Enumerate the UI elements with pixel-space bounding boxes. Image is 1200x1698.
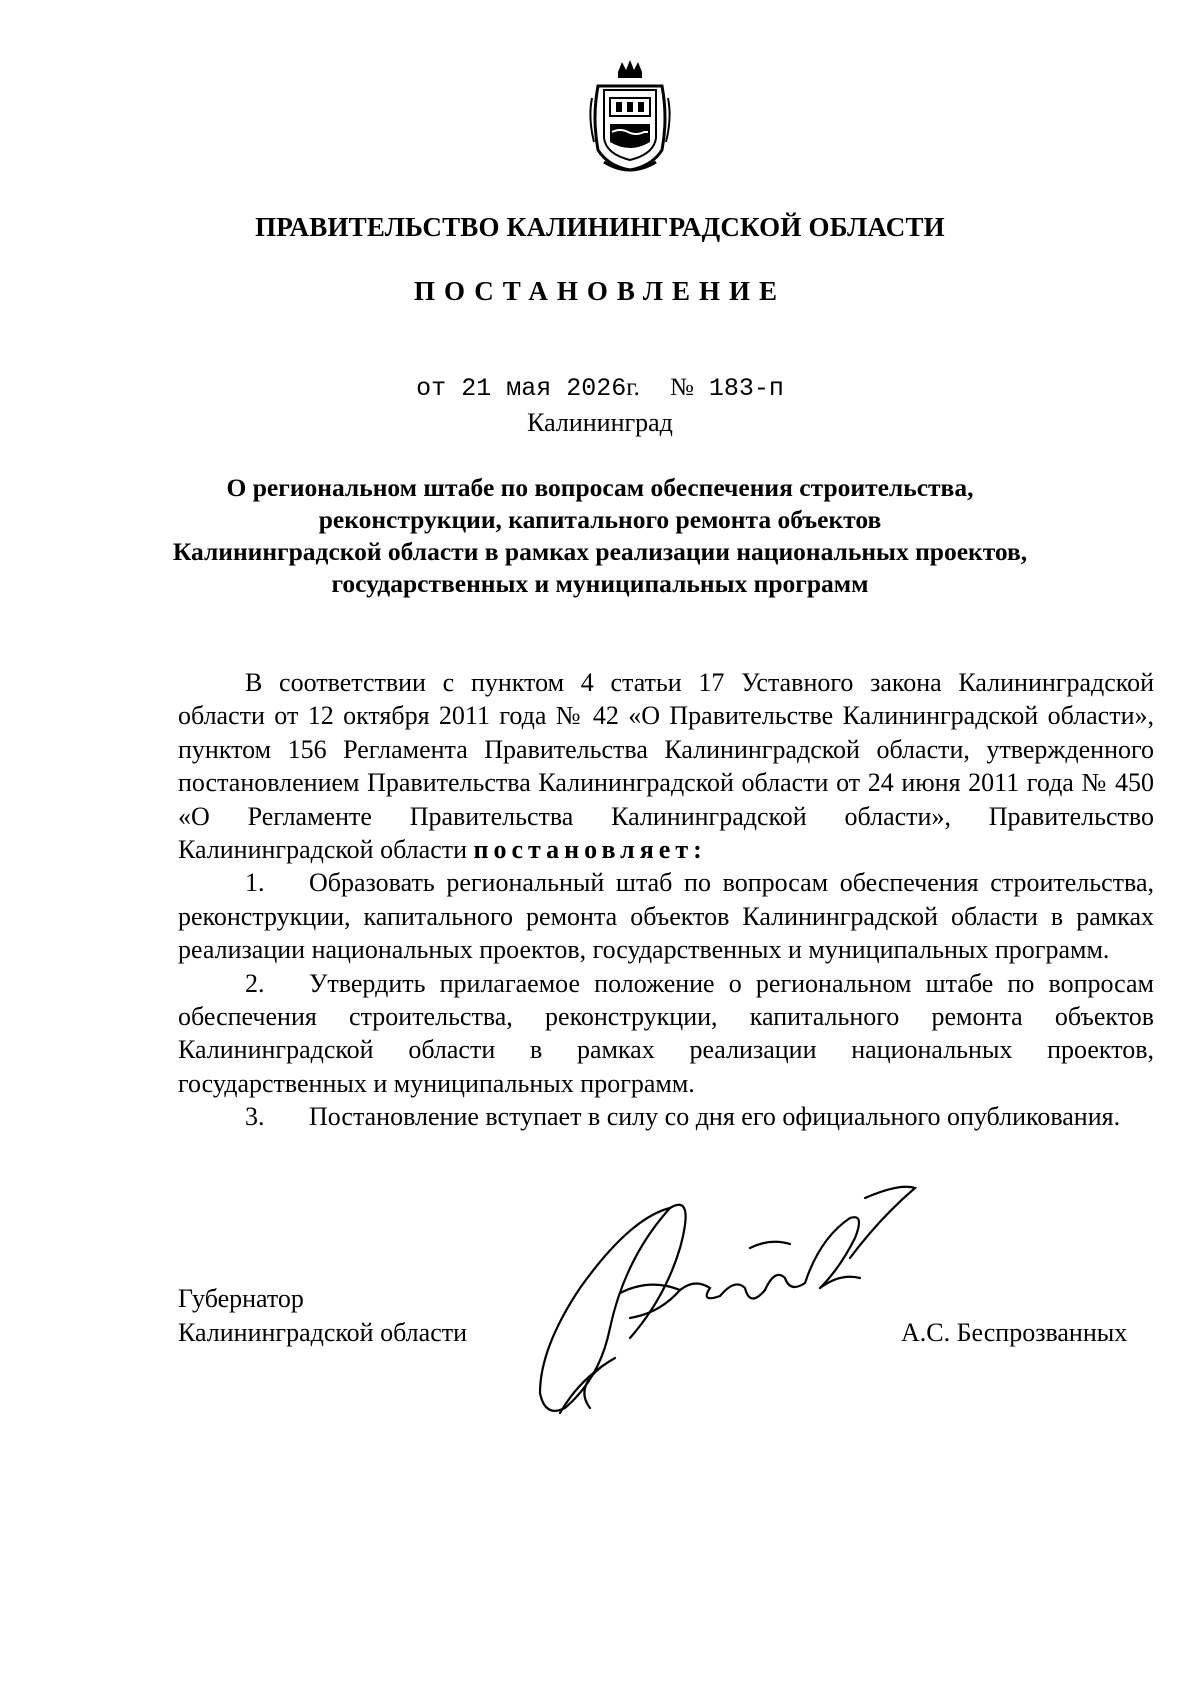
clause-number: 3. xyxy=(245,1102,265,1132)
clause-text: Постановление вступает в силу со дня его официального опубликования. xyxy=(309,1102,1121,1132)
subject-line: Калининградской области в рамках реализации национальных проектов, xyxy=(172,537,1028,566)
date-suffix: г. xyxy=(626,374,640,401)
subject-line: реконструкции, капитального ремонта объектов xyxy=(318,505,882,534)
document-type: ПОСТАНОВЛЕНИЕ xyxy=(413,276,787,306)
city: Калининград xyxy=(527,408,673,437)
handwritten-signature-icon xyxy=(520,1178,940,1428)
clause-2 xyxy=(178,967,1154,1101)
position-line: Губернатор xyxy=(178,1284,304,1313)
clause-1 xyxy=(178,866,1154,966)
decree-word: постановляет: xyxy=(473,835,707,865)
signatory-position xyxy=(178,1282,467,1350)
position-line: Калининградской области xyxy=(178,1318,468,1347)
clause-number: 2. xyxy=(245,968,265,998)
clause-text: Образовать региональный штаб по вопросам обеспечения строительства, реконструкции, капитального ремонта объектов Калининградской области в рамках реализации национальных проектов, государственных и муниципальных программ. xyxy=(178,868,1154,965)
clause-number: 1. xyxy=(245,868,265,898)
document-number: 183-п xyxy=(708,374,784,403)
subject-line: О региональном штабе по вопросам обеспечения строительства, xyxy=(226,473,974,502)
government-title: ПРАВИТЕЛЬСТВО КАЛИНИНГРАДСКОЙ ОБЛАСТИ xyxy=(255,212,945,242)
date-number-line xyxy=(0,374,1200,403)
document-body xyxy=(178,666,1154,1134)
number-sign: № xyxy=(669,374,694,401)
document-subject xyxy=(160,472,1040,600)
preamble-text: В соответствии с пунктом 4 статьи 17 Уставного закона Калининградской области от 12 октября 2011 года № 42 «О Правительстве Калининградской области», пунктом 156 Регламента Правительства Калининградской области, утвержденного постановлением Правительства Калининградской области от 24 июня 2011 года № 450 «О Регламенте Правительства Калининградской области», Правительство Калининградской области xyxy=(178,668,1154,865)
document-date: 21 мая 2026 xyxy=(461,374,627,403)
subject-line: государственных и муниципальных программ xyxy=(331,569,869,598)
clause-text: Утвердить прилагаемое положение о региональном штабе по вопросам обеспечения строительства, реконструкции, капитального ремонта объектов Калининградской области в рамках реализации национальных проектов, государственных и муниципальных программ. xyxy=(178,968,1154,1098)
date-prefix: от xyxy=(416,374,447,403)
preamble-paragraph xyxy=(178,666,1154,866)
clause-3 xyxy=(178,1100,1154,1133)
signatory-name: А.С. Беспрозванных xyxy=(901,1318,1128,1347)
coat-of-arms-icon xyxy=(588,58,672,176)
